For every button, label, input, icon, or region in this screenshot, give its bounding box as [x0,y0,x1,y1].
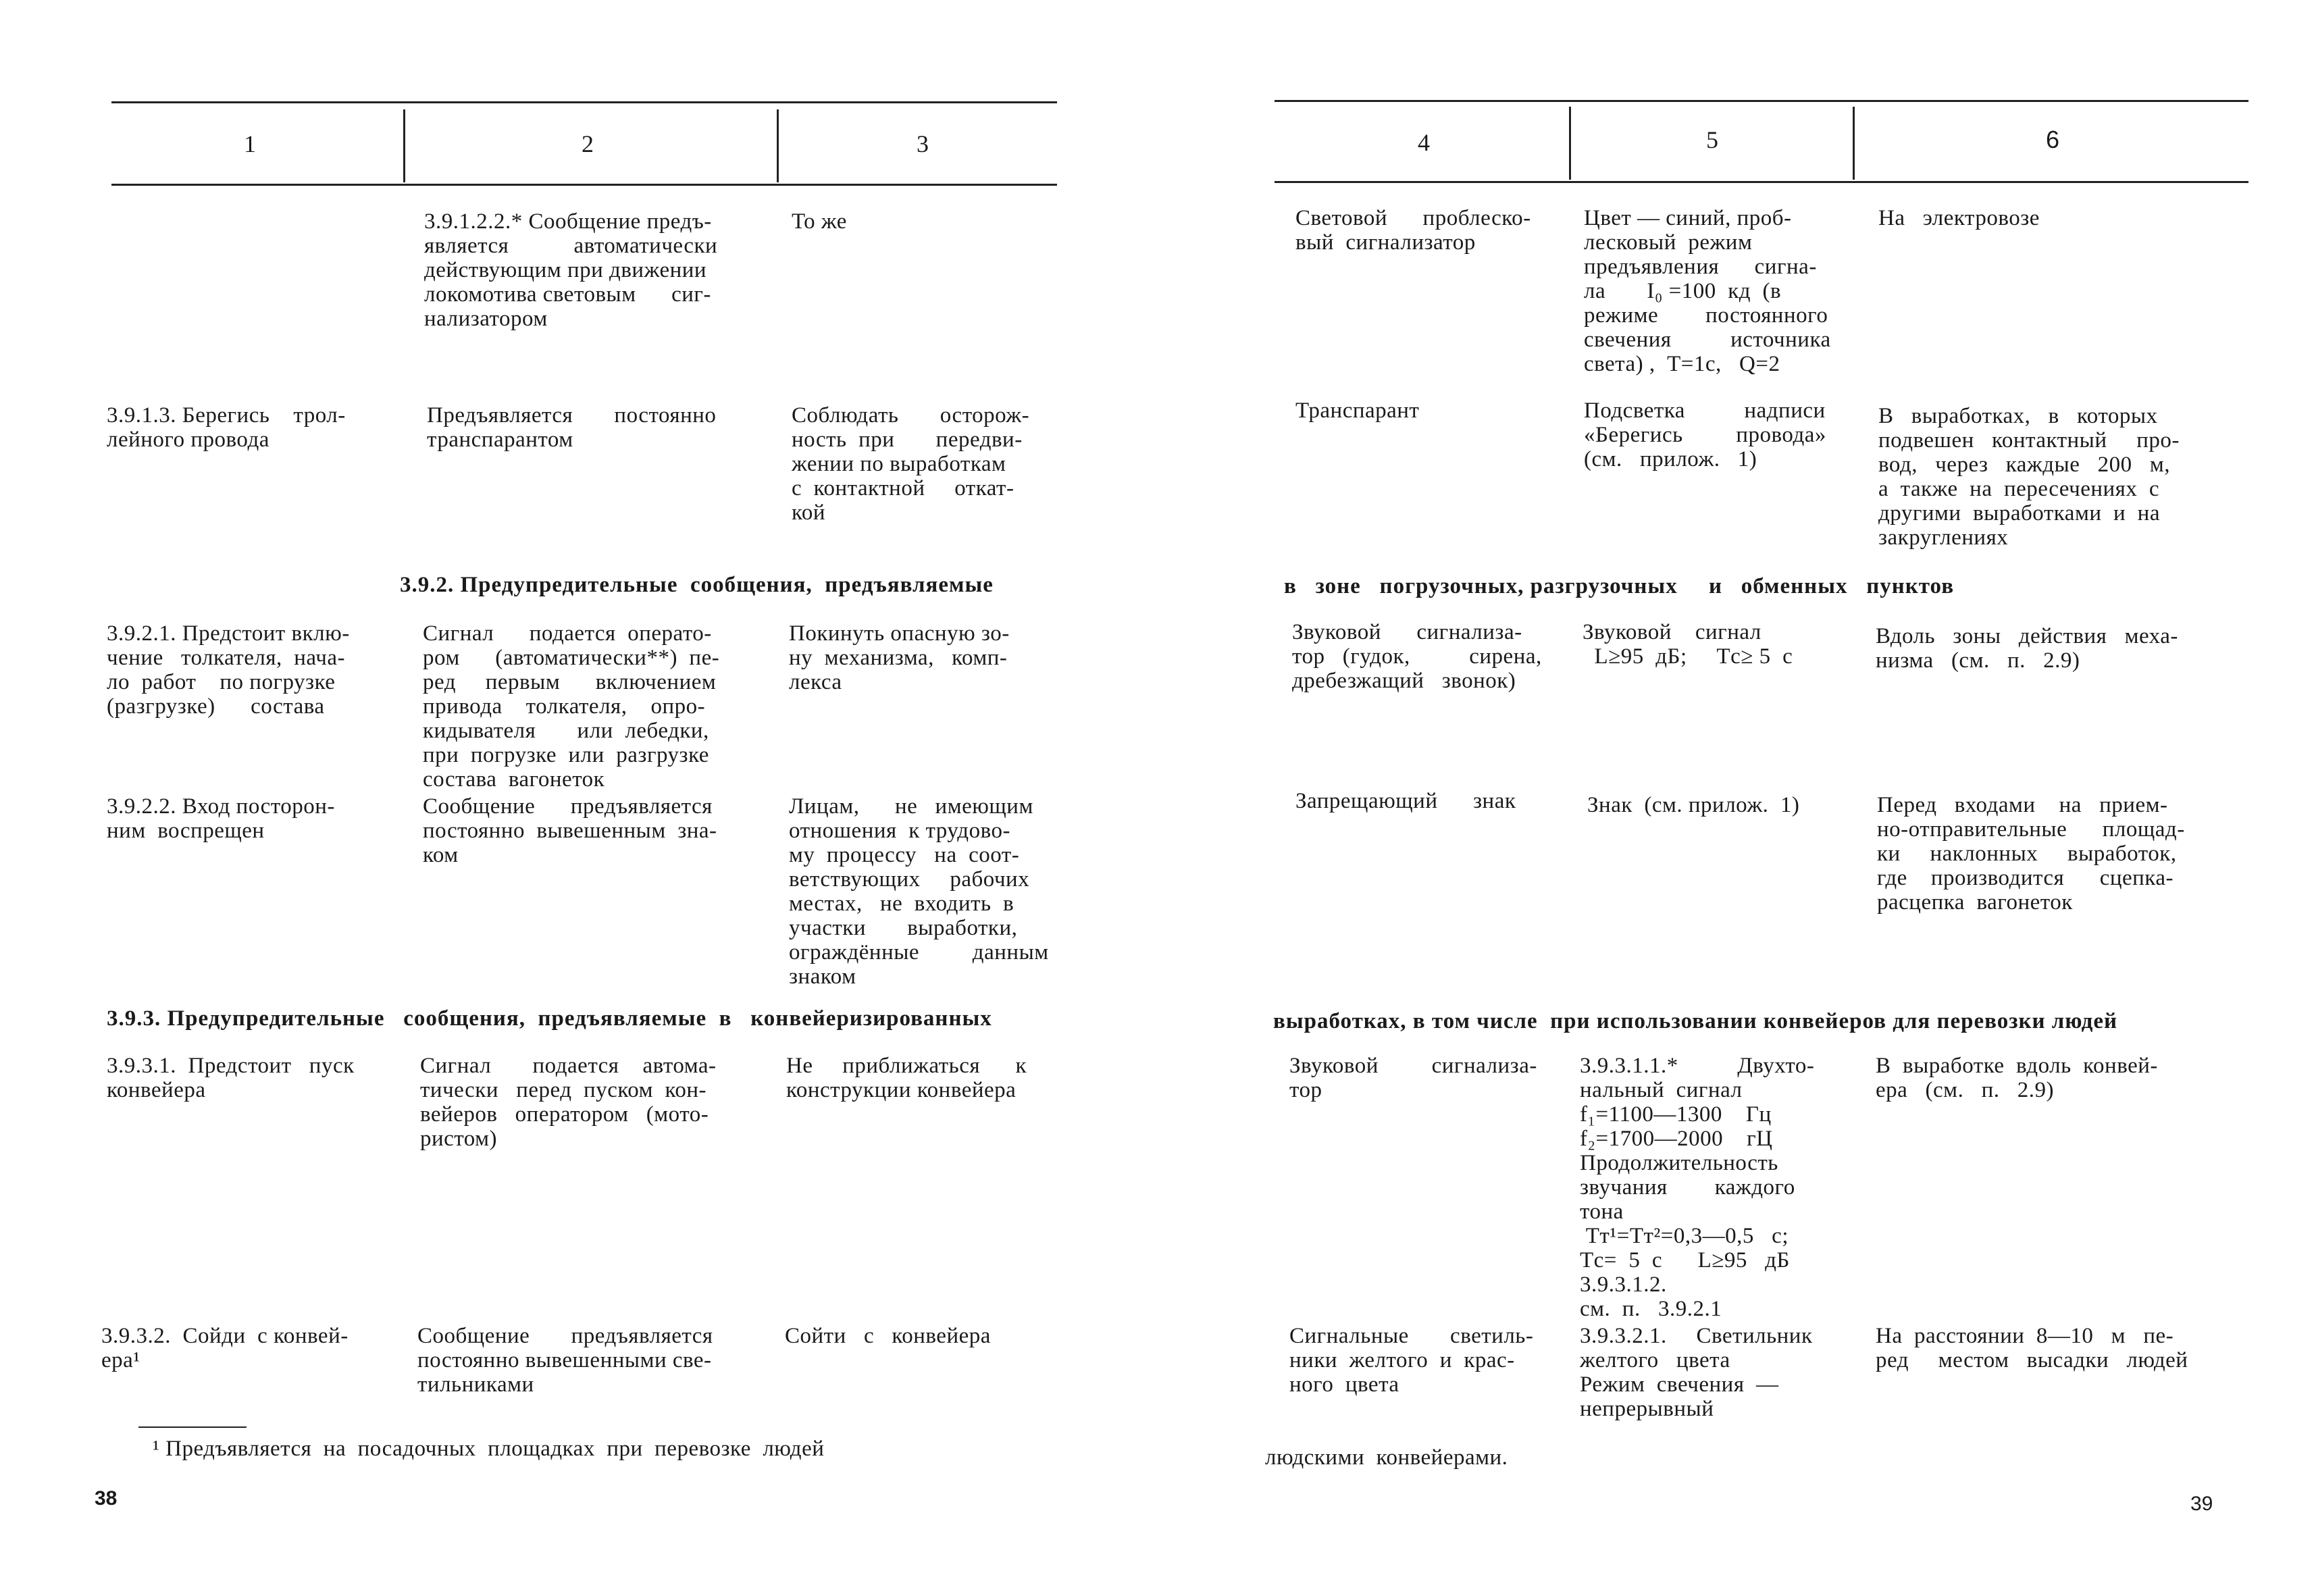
right-page [1157,0,2314,1596]
table-top-rule [1275,100,2248,102]
cell-conveyor-sound-place: В выработке вдоль конвей- ера (см. п. 2.9) [1876,1054,2158,1102]
cell-sound-signal-params: Звуковой сигнал L≥95 дБ; Tс≥ 5 с [1583,620,1793,669]
header-divider [1853,107,1855,180]
cell-transparent-place: В выработках, в которых подвешен контактный про- вод, через каждые 200 м, а также на пересечениях с другими выработками и на закруглениях [1878,404,2180,550]
cell-3-9-2-1-action: Покинуть опасную зо- ну механизма, комп- лекса [789,621,1010,694]
footnote-rule [138,1426,247,1428]
column-header-4: 4 [1418,129,1430,156]
cell-signal-lamps-place: На расстоянии 8—10 м пе- ред местом высадки людей [1876,1324,2188,1372]
cell-light-signal-params: Цвет — синий, проб- лесковый режим предъявления сигна- ла I₀ =100 кд (в режиме постоянного свечения источника света) , T=1с, Q=2 [1584,206,1831,376]
cell-prohibition-sign-params: Знак (см. прилож. 1) [1587,793,1800,817]
cell-prohibition-sign-name: Запрещающий знак [1295,789,1516,813]
header-divider [777,109,779,182]
column-header-6: 6 [2045,126,2060,153]
cell-transparent-params: Подсветка надписи «Берегись провода» (см. прилож. 1) [1584,398,1826,471]
page-number: 38 [95,1487,118,1510]
footnote: ¹ Предъявляется на посадочных площадках при перевозке людей [153,1437,825,1461]
cell-3-9-1-2-2-message: 3.9.1.2.2.* Сообщение предъ- является автоматически действующим при движении локомотива световым сиг- нализатором [424,209,718,331]
table-header-rule [1275,181,2248,183]
cell-light-signal-place: На электровозе [1878,206,2040,230]
table-header-rule [111,184,1057,186]
column-header-3: 3 [917,130,929,157]
cell-3-9-2-2-name: 3.9.2.2. Вход посторон- ним воспрещен [107,794,335,843]
cell-conveyor-sound-params: 3.9.3.1.1.* Двухто- нальный сигнал f₁=1100—1300 Гц f₂=1700—2000 гЦ Продолжительность звучания каждого тона Tт¹=Tт²=0,3—0,5 с; Tс= 5 с L≥95 дБ 3.9.3.1.2. см. п. 3.9.2.1 [1580,1054,1815,1321]
cell-3-9-2-2-message: Сообщение предъявляется постоянно вывешенным зна- ком [423,794,717,867]
cell-3-9-2-2-action: Лицам, не имеющим отношения к трудово- му процессу на соот- ветствующих рабочих местах, не входить в участки выработки, ограждённые данным знаком [789,794,1049,989]
cell-3-9-1-3-message: Предъявляется постоянно транспарантом [427,403,717,452]
column-header-2: 2 [582,130,594,157]
cell-signal-lamps-params: 3.9.3.2.1. Светильник желтого цвета Режим свечения — непрерывный [1580,1324,1813,1421]
cell-3-9-1-3-name: 3.9.1.3. Берегись трол- лейного провода [107,403,346,452]
cell-conveyor-sound-name: Звуковой сигнализа- тор [1289,1054,1537,1102]
section-heading-3-9-3: 3.9.3. Предупредительные сообщения, предъявляемые в конвейеризированных [107,1006,992,1031]
cell-transparent-name: Транспарант [1295,398,1420,423]
section-heading-3-9-2: 3.9.2. Предупредительные сообщения, предъявляемые [400,573,994,597]
cell-3-9-2-1-message: Сигнал подается операто- ром (автоматически**) пе- ред первым включением привода толкателя, опро- кидывателя или лебедки, при погрузке или разгрузке состава вагонеток [423,621,720,792]
cell-3-9-3-1-action: Не приближаться к конструкции конвейера [786,1054,1027,1102]
section-heading-3-9-2-cont: в зоне погрузочных, разгрузочных и обменных пунктов [1284,574,1955,598]
cell-3-9-3-2-message: Сообщение предъявляется постоянно вывешенными све- тильниками [417,1324,713,1397]
page-number: 39 [2190,1493,2213,1515]
cell-sound-signal-name: Звуковой сигнализа- тор (гудок, сирена, дребезжащий звонок) [1292,620,1542,693]
column-header-5: 5 [1706,126,1718,153]
cell-3-9-2-1-name: 3.9.2.1. Предстоит вклю- чение толкателя, нача- ло работ по погрузке (разгрузке) состава [107,621,350,719]
cell-signal-lamps-name: Сигнальные светиль- ники желтого и крас- ного цвета [1289,1324,1534,1397]
cell-3-9-3-1-name: 3.9.3.1. Предстоит пуск конвейера [107,1054,355,1102]
table-top-rule [111,101,1057,103]
header-divider [1569,107,1571,180]
cell-3-9-3-1-message: Сигнал подается автома- тически перед пуском кон- вейеров оператором (мото- ристом) [420,1054,717,1151]
cell-light-signal-name: Световой проблеско- вый сигнализатор [1295,206,1531,255]
cell-3-9-1-2-2-action: То же [792,209,847,234]
cell-3-9-3-2-action: Сойти с конвейера [785,1324,991,1348]
cell-3-9-1-3-action: Соблюдать осторож- ность при передви- жении по выработкам с контактной откат- кой [792,403,1030,525]
cell-sound-signal-place: Вдоль зоны действия меха- низма (см. п. 2.9) [1876,624,2178,673]
column-header-1: 1 [244,130,256,157]
section-heading-3-9-3-cont: выработках, в том числе при использовании конвейеров для перевозки людей [1273,1009,2117,1033]
header-divider [403,109,405,182]
section-continuation: людскими конвейерами. [1265,1445,1508,1470]
cell-3-9-3-2-name: 3.9.3.2. Сойди с конвей- ера¹ [101,1324,349,1372]
cell-prohibition-sign-place: Перед входами на прием- но-отправительные площад- ки наклонных выработок, где производится сцепка- расцепка вагонеток [1877,793,2185,915]
